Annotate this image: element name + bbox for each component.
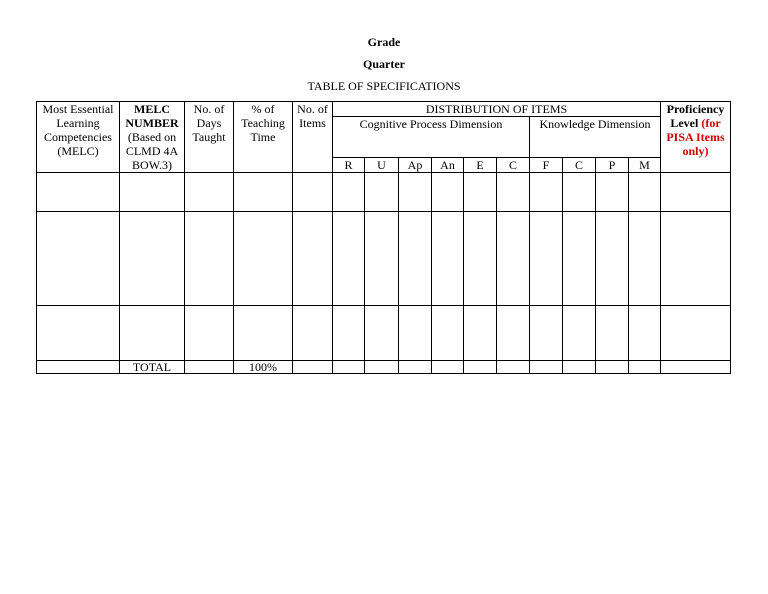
header-row-1: [37, 102, 731, 117]
table-cell[interactable]: [629, 212, 661, 306]
table-cell[interactable]: [185, 361, 234, 374]
melc-number-label: MELC NUMBER: [125, 102, 179, 130]
table-cell[interactable]: [629, 173, 661, 212]
table-cell[interactable]: [120, 173, 185, 212]
col-know-m: M: [629, 158, 661, 173]
col-cog-r: R: [333, 158, 365, 173]
col-cog-an: An: [432, 158, 464, 173]
table-cell[interactable]: [432, 173, 464, 212]
table-cell[interactable]: [365, 212, 399, 306]
header-no-of-items: No. of Items: [293, 102, 333, 173]
header-melc: Most Essential Learning Competencies (MELC): [37, 102, 120, 173]
table-of-specifications: [36, 101, 731, 374]
table-cell[interactable]: [120, 212, 185, 306]
document-title: TABLE OF SPECIFICATIONS: [307, 79, 461, 93]
table-cell[interactable]: [293, 306, 333, 361]
table-cell[interactable]: [365, 361, 399, 374]
table-cell[interactable]: [333, 212, 365, 306]
header-proficiency: [661, 102, 731, 173]
col-know-f: F: [530, 158, 563, 173]
table-row: [37, 212, 731, 306]
table-cell[interactable]: [120, 306, 185, 361]
table-cell[interactable]: [530, 212, 563, 306]
table-cell[interactable]: [399, 212, 432, 306]
table-cell[interactable]: [596, 173, 629, 212]
total-percent: 100%: [234, 361, 293, 374]
table-cell[interactable]: [661, 361, 731, 374]
table-cell[interactable]: [497, 173, 530, 212]
table-cell[interactable]: [596, 361, 629, 374]
grade-label: Grade: [367, 35, 401, 49]
quarter-label: Quarter: [363, 57, 405, 71]
table-cell[interactable]: [234, 173, 293, 212]
col-cog-e: E: [464, 158, 497, 173]
table-cell[interactable]: [185, 306, 234, 361]
table-row: [37, 173, 731, 212]
total-label: TOTAL: [120, 361, 185, 374]
table-cell[interactable]: [661, 212, 731, 306]
table-cell[interactable]: [37, 173, 120, 212]
table-cell[interactable]: [596, 212, 629, 306]
table-cell[interactable]: [530, 361, 563, 374]
table-cell[interactable]: [497, 306, 530, 361]
table-row: [37, 306, 731, 361]
table-cell[interactable]: [185, 173, 234, 212]
table-cell[interactable]: [629, 361, 661, 374]
col-know-p: P: [596, 158, 629, 173]
col-cog-ap: Ap: [399, 158, 432, 173]
table-cell[interactable]: [234, 212, 293, 306]
header-distribution: DISTRIBUTION OF ITEMS: [333, 102, 661, 117]
table-cell[interactable]: [432, 212, 464, 306]
table-cell[interactable]: [185, 212, 234, 306]
table-cell[interactable]: [37, 212, 120, 306]
table-cell[interactable]: [629, 306, 661, 361]
table-cell[interactable]: [234, 306, 293, 361]
table-cell[interactable]: [530, 306, 563, 361]
header-teaching-time: % of Teaching Time: [234, 102, 293, 173]
table-cell[interactable]: [464, 306, 497, 361]
melc-number-note: (Based on CLMD 4A BOW.3): [125, 130, 179, 172]
proficiency-label: Proficiency Level: [666, 102, 725, 130]
table-cell[interactable]: [464, 361, 497, 374]
table-cell[interactable]: [563, 306, 596, 361]
table-cell[interactable]: [661, 173, 731, 212]
header-knowledge: Knowledge Dimension: [530, 117, 661, 158]
total-row: [37, 361, 731, 374]
table-cell[interactable]: [365, 306, 399, 361]
table-cell[interactable]: [563, 212, 596, 306]
table-cell[interactable]: [399, 361, 432, 374]
table-cell[interactable]: [37, 306, 120, 361]
table-cell[interactable]: [497, 361, 530, 374]
table-cell[interactable]: [497, 212, 530, 306]
table-cell[interactable]: [530, 173, 563, 212]
table-cell[interactable]: [293, 361, 333, 374]
table-cell[interactable]: [596, 306, 629, 361]
header-cognitive: Cognitive Process Dimension: [333, 117, 530, 158]
table-cell[interactable]: [563, 173, 596, 212]
table-cell[interactable]: [563, 361, 596, 374]
col-cog-c: C: [497, 158, 530, 173]
table-cell[interactable]: [399, 173, 432, 212]
table-cell[interactable]: [464, 212, 497, 306]
header-days-taught: No. of Days Taught: [185, 102, 234, 173]
proficiency-note: (for PISA Items only): [666, 116, 725, 158]
table-cell[interactable]: [399, 306, 432, 361]
col-know-c: C: [563, 158, 596, 173]
table-cell[interactable]: [365, 173, 399, 212]
table-cell[interactable]: [432, 361, 464, 374]
col-cog-u: U: [365, 158, 399, 173]
table-cell[interactable]: [432, 306, 464, 361]
table-cell[interactable]: [333, 173, 365, 212]
table-cell[interactable]: [293, 212, 333, 306]
table-cell[interactable]: [333, 306, 365, 361]
table-cell[interactable]: [293, 173, 333, 212]
table-cell[interactable]: [333, 361, 365, 374]
table-cell[interactable]: [661, 306, 731, 361]
header-melc-number: [120, 102, 185, 173]
table-cell[interactable]: [37, 361, 120, 374]
table-cell[interactable]: [464, 173, 497, 212]
